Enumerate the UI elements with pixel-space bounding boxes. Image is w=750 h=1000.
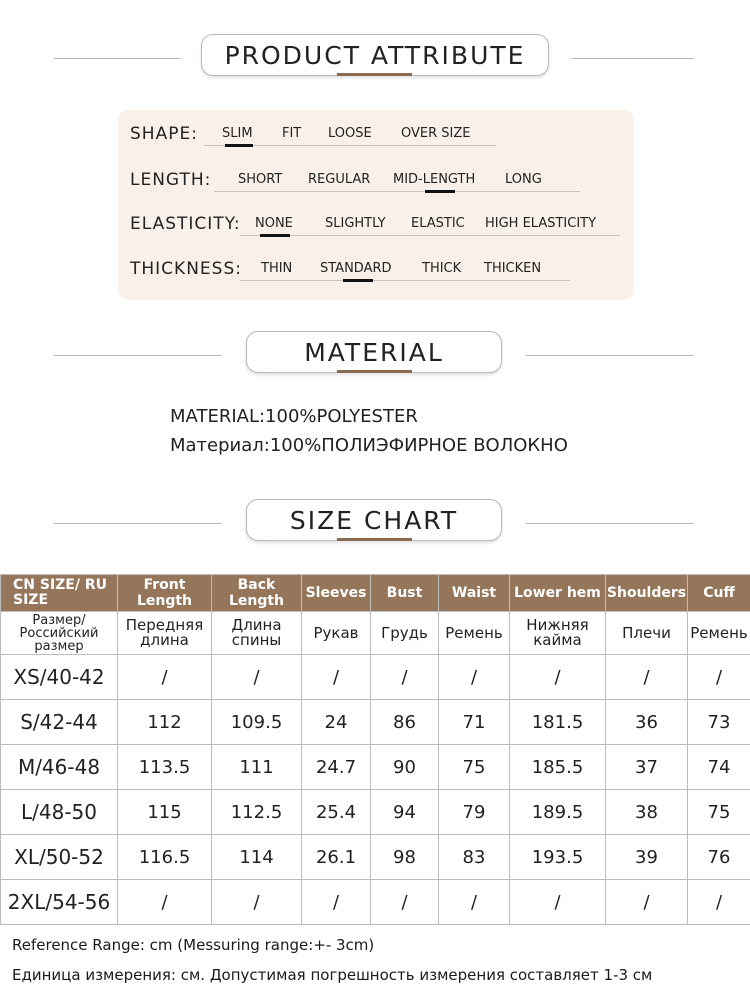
table-row (1, 700, 750, 745)
section-title: SIZE CHART (289, 505, 459, 535)
measurement-cell: 112.5 (212, 790, 302, 835)
measurement-cell: / (510, 655, 606, 700)
measurement-cell: 74 (688, 745, 750, 790)
attribute-option: FIT (282, 126, 302, 141)
selected-marker (343, 279, 373, 282)
size-cell: 2XL/54-56 (1, 880, 118, 925)
measurement-cell: / (302, 655, 371, 700)
measurement-cell: 98 (371, 835, 439, 880)
column-header-ru: Нижняя кайма (510, 612, 606, 655)
measurement-cell: 71 (439, 700, 510, 745)
attribute-option: LONG (505, 172, 542, 187)
measurement-cell: / (371, 880, 439, 925)
measurement-cell: 185.5 (510, 745, 606, 790)
column-header-ru: Передняя длина (118, 612, 212, 655)
attribute-option: OVER SIZE (401, 126, 471, 141)
material-text-ru: Материал:100%ПОЛИЭФИРНОЕ ВОЛОКНО (170, 435, 568, 456)
material-header (0, 331, 750, 381)
attribute-label: SHAPE: (130, 124, 198, 144)
column-header: Sleeves (302, 575, 371, 612)
measurement-cell: 39 (606, 835, 688, 880)
column-header: Back Length (212, 575, 302, 612)
measurement-cell: 75 (439, 745, 510, 790)
measurement-cell: / (212, 880, 302, 925)
column-header: Waist (439, 575, 510, 612)
measurement-cell: 79 (439, 790, 510, 835)
selected-marker (225, 144, 253, 147)
column-header-ru: Плечи (606, 612, 688, 655)
measurement-cell: / (688, 655, 750, 700)
measurement-cell: 76 (688, 835, 750, 880)
measurement-cell: 109.5 (212, 700, 302, 745)
attribute-option: HIGH ELASTICITY (485, 216, 597, 231)
measurement-cell: 113.5 (118, 745, 212, 790)
measurement-cell: 193.5 (510, 835, 606, 880)
size-cell: S/42-44 (1, 700, 118, 745)
measurement-cell: / (118, 880, 212, 925)
measurement-cell: 94 (371, 790, 439, 835)
attribute-baseline (240, 280, 570, 281)
measurement-cell: / (439, 880, 510, 925)
section-title-pill (246, 331, 502, 373)
attribute-option: SLIGHTLY (325, 216, 386, 231)
measurement-cell: 116.5 (118, 835, 212, 880)
table-row (1, 790, 750, 835)
attribute-option: SLIM (222, 126, 253, 141)
table-row (1, 835, 750, 880)
attribute-label: LENGTH: (130, 170, 212, 190)
divider-line-right (526, 355, 694, 356)
measurement-cell: 26.1 (302, 835, 371, 880)
size-chart-body (1, 655, 750, 925)
measurement-cell: 83 (439, 835, 510, 880)
section-title: PRODUCT ATTRIBUTE (224, 40, 526, 70)
measurement-cell: 114 (212, 835, 302, 880)
reference-note-ru: Единица измерения: см. Допустимая погрешность измерения составляет 1-3 см (12, 966, 653, 984)
attribute-option: LOOSE (328, 126, 372, 141)
attribute-option: REGULAR (308, 172, 371, 187)
size-chart-table (0, 574, 750, 925)
measurement-cell: / (118, 655, 212, 700)
size-cell: XL/50-52 (1, 835, 118, 880)
column-header-ru: Ремень (688, 612, 750, 655)
attribute-label: THICKNESS: (130, 259, 242, 279)
attribute-option: SHORT (238, 172, 283, 187)
measurement-cell: / (302, 880, 371, 925)
divider-line-left (54, 355, 222, 356)
header-row-ru (1, 612, 750, 655)
measurement-cell: 189.5 (510, 790, 606, 835)
measurement-cell: / (212, 655, 302, 700)
section-title-pill (246, 499, 502, 541)
measurement-cell: 111 (212, 745, 302, 790)
measurement-cell: 86 (371, 700, 439, 745)
header-row-en (1, 575, 750, 612)
material-text-en: MATERIAL:100%POLYESTER (170, 406, 418, 427)
divider-line-left (54, 523, 222, 524)
attribute-option: NONE (255, 216, 293, 231)
section-title-pill (201, 34, 549, 76)
title-accent-underline (337, 73, 412, 76)
product-attribute-header (0, 34, 750, 84)
title-accent-underline (337, 370, 412, 373)
attribute-option: THICK (422, 261, 462, 276)
measurement-cell: 24.7 (302, 745, 371, 790)
attribute-baseline (240, 235, 620, 236)
divider-line-right (572, 58, 694, 59)
size-chart-header (0, 499, 750, 549)
measurement-cell: 90 (371, 745, 439, 790)
column-header-ru: Рукав (302, 612, 371, 655)
measurement-cell: 24 (302, 700, 371, 745)
attribute-option: ELASTIC (411, 216, 465, 231)
selected-marker (425, 190, 455, 193)
attribute-option: THIN (261, 261, 293, 276)
title-accent-underline (337, 538, 412, 541)
measurement-cell: / (510, 880, 606, 925)
measurement-cell: 25.4 (302, 790, 371, 835)
column-header: Front Length (118, 575, 212, 612)
column-header-ru: Длина спины (212, 612, 302, 655)
column-header-ru: Грудь (371, 612, 439, 655)
measurement-cell: 73 (688, 700, 750, 745)
attribute-option: MID-LENGTH (393, 172, 476, 187)
measurement-cell: / (606, 880, 688, 925)
selected-marker (260, 234, 290, 237)
table-row (1, 745, 750, 790)
divider-line-right (526, 523, 694, 524)
divider-line-left (54, 58, 180, 59)
measurement-cell: 36 (606, 700, 688, 745)
measurement-cell: 112 (118, 700, 212, 745)
measurement-cell: / (371, 655, 439, 700)
measurement-cell: 38 (606, 790, 688, 835)
table-row (1, 880, 750, 925)
measurement-cell: / (439, 655, 510, 700)
measurement-cell: / (606, 655, 688, 700)
column-header: CN SIZE/ RU SIZE (1, 575, 118, 612)
column-header: Bust (371, 575, 439, 612)
column-header: Shoulders (606, 575, 688, 612)
measurement-cell: 75 (688, 790, 750, 835)
table-row (1, 655, 750, 700)
reference-note-en: Reference Range: cm (Messuring range:+- 3cm) (12, 936, 375, 954)
attribute-baseline (214, 191, 580, 192)
size-cell: L/48-50 (1, 790, 118, 835)
column-header-ru: Ремень (439, 612, 510, 655)
column-header: Cuff (688, 575, 750, 612)
attribute-option: THICKEN (484, 261, 542, 276)
measurement-cell: / (688, 880, 750, 925)
measurement-cell: 181.5 (510, 700, 606, 745)
size-cell: M/46-48 (1, 745, 118, 790)
size-cell: XS/40-42 (1, 655, 118, 700)
column-header-ru: Размер/ Российский размер (1, 612, 118, 655)
section-title: MATERIAL (304, 337, 444, 367)
measurement-cell: 37 (606, 745, 688, 790)
attribute-label: ELASTICITY: (130, 214, 241, 234)
measurement-cell: 115 (118, 790, 212, 835)
attribute-option: STANDARD (320, 261, 392, 276)
column-header: Lower hem (510, 575, 606, 612)
